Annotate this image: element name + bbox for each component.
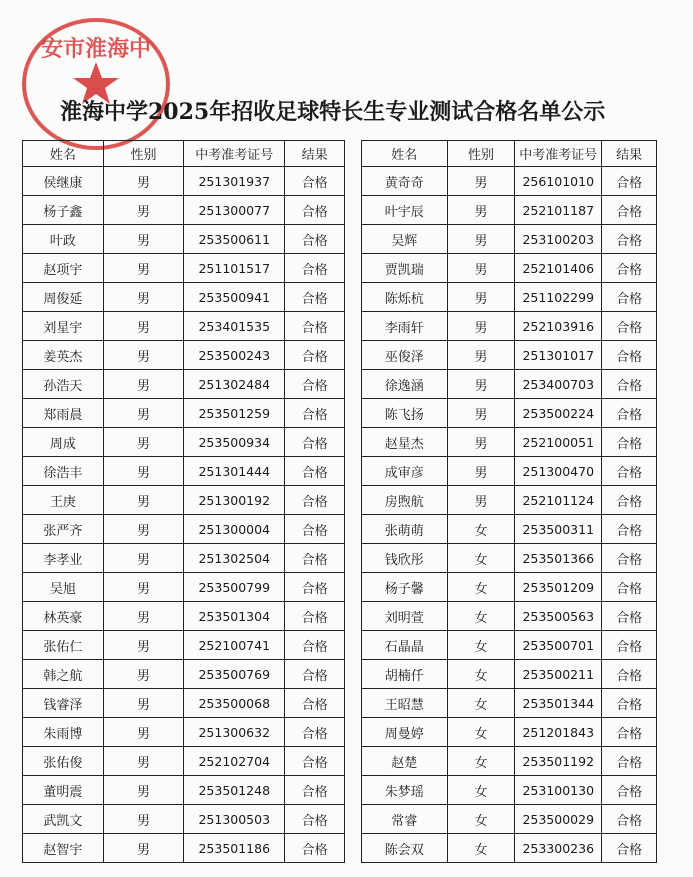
cell-name: 林英豪 [23, 602, 104, 631]
table-row [23, 457, 345, 486]
cell-gender: 男 [447, 312, 515, 341]
cell-id: 252101406 [515, 254, 602, 283]
cell-gender: 男 [447, 167, 515, 196]
cell-id: 251300077 [184, 196, 285, 225]
cell-id: 253500611 [184, 225, 285, 254]
cell-name: 胡楠仟 [362, 660, 448, 689]
cell-gender: 女 [447, 631, 515, 660]
roster-table-left [22, 140, 345, 863]
table-row [23, 399, 345, 428]
cell-id: 253501248 [184, 776, 285, 805]
cell-name: 常睿 [362, 805, 448, 834]
cell-id: 253501209 [515, 573, 602, 602]
table-row [362, 254, 657, 283]
cell-id: 252100051 [515, 428, 602, 457]
cell-gender: 男 [103, 689, 184, 718]
table-row [23, 283, 345, 312]
cell-id: 251300470 [515, 457, 602, 486]
cell-result: 合格 [602, 631, 657, 660]
cell-result: 合格 [285, 312, 345, 341]
cell-gender: 男 [447, 254, 515, 283]
cell-id: 253400703 [515, 370, 602, 399]
cell-result: 合格 [285, 602, 345, 631]
cell-result: 合格 [602, 312, 657, 341]
table-row [23, 428, 345, 457]
cell-gender: 男 [103, 399, 184, 428]
cell-result: 合格 [602, 428, 657, 457]
cell-name: 叶宇辰 [362, 196, 448, 225]
table-row [362, 660, 657, 689]
cell-result: 合格 [602, 196, 657, 225]
cell-name: 徐浩丰 [23, 457, 104, 486]
table-row [23, 515, 345, 544]
roster-table-right [361, 140, 657, 863]
cell-result: 合格 [602, 602, 657, 631]
cell-gender: 男 [103, 573, 184, 602]
cell-result: 合格 [285, 805, 345, 834]
cell-result: 合格 [285, 486, 345, 515]
col-header-name: 姓名 [23, 141, 104, 167]
cell-name: 杨子鑫 [23, 196, 104, 225]
cell-id: 253401535 [184, 312, 285, 341]
table-row [362, 689, 657, 718]
cell-result: 合格 [285, 834, 345, 863]
table-row [23, 486, 345, 515]
table-row [23, 689, 345, 718]
cell-name: 李孝业 [23, 544, 104, 573]
cell-name: 贾凯瑞 [362, 254, 448, 283]
cell-name: 王昭慧 [362, 689, 448, 718]
cell-id: 251300503 [184, 805, 285, 834]
cell-id: 253500068 [184, 689, 285, 718]
cell-gender: 男 [103, 805, 184, 834]
cell-gender: 女 [447, 689, 515, 718]
cell-result: 合格 [285, 457, 345, 486]
table-row [362, 544, 657, 573]
cell-id: 253501259 [184, 399, 285, 428]
cell-gender: 男 [447, 486, 515, 515]
header-row [23, 141, 345, 167]
cell-result: 合格 [602, 283, 657, 312]
cell-name: 王庚 [23, 486, 104, 515]
header-row [362, 141, 657, 167]
cell-result: 合格 [602, 370, 657, 399]
cell-gender: 女 [447, 805, 515, 834]
cell-result: 合格 [285, 776, 345, 805]
cell-gender: 女 [447, 544, 515, 573]
cell-name: 吴辉 [362, 225, 448, 254]
cell-gender: 男 [447, 370, 515, 399]
cell-name: 李雨轩 [362, 312, 448, 341]
cell-gender: 男 [103, 544, 184, 573]
cell-gender: 男 [103, 718, 184, 747]
cell-id: 253501186 [184, 834, 285, 863]
cell-name: 董明震 [23, 776, 104, 805]
cell-result: 合格 [602, 718, 657, 747]
table-row [362, 747, 657, 776]
table-row [362, 341, 657, 370]
table-row [362, 776, 657, 805]
table-row [23, 631, 345, 660]
cell-gender: 男 [103, 834, 184, 863]
cell-name: 姜英杰 [23, 341, 104, 370]
cell-result: 合格 [285, 544, 345, 573]
cell-gender: 男 [447, 341, 515, 370]
cell-result: 合格 [285, 341, 345, 370]
table-row [23, 544, 345, 573]
cell-gender: 女 [447, 573, 515, 602]
cell-name: 周俊延 [23, 283, 104, 312]
cell-result: 合格 [285, 196, 345, 225]
cell-result: 合格 [285, 573, 345, 602]
cell-result: 合格 [285, 225, 345, 254]
cell-name: 朱梦瑶 [362, 776, 448, 805]
cell-id: 253500799 [184, 573, 285, 602]
cell-gender: 男 [103, 457, 184, 486]
cell-result: 合格 [285, 515, 345, 544]
table-row [362, 718, 657, 747]
cell-name: 周成 [23, 428, 104, 457]
cell-name: 房煦航 [362, 486, 448, 515]
cell-id: 251201843 [515, 718, 602, 747]
cell-name: 钱欣彤 [362, 544, 448, 573]
cell-id: 251301937 [184, 167, 285, 196]
cell-id: 251101517 [184, 254, 285, 283]
cell-result: 合格 [285, 254, 345, 283]
cell-id: 253500934 [184, 428, 285, 457]
cell-result: 合格 [285, 428, 345, 457]
table-row [23, 776, 345, 805]
cell-id: 253500941 [184, 283, 285, 312]
col-header-result: 结果 [602, 141, 657, 167]
cell-result: 合格 [285, 660, 345, 689]
cell-id: 253500311 [515, 515, 602, 544]
cell-result: 合格 [285, 718, 345, 747]
cell-name: 黄奇奇 [362, 167, 448, 196]
cell-result: 合格 [285, 283, 345, 312]
col-header-result: 结果 [285, 141, 345, 167]
cell-gender: 男 [103, 196, 184, 225]
table-row [362, 283, 657, 312]
cell-gender: 男 [103, 515, 184, 544]
table-row [362, 312, 657, 341]
table-row [23, 312, 345, 341]
cell-gender: 男 [447, 283, 515, 312]
svg-text:安市淮海中: 安市淮海中 [40, 36, 152, 62]
cell-result: 合格 [285, 631, 345, 660]
cell-id: 251102299 [515, 283, 602, 312]
table-row [23, 196, 345, 225]
cell-name: 周曼婷 [362, 718, 448, 747]
table-row [362, 805, 657, 834]
cell-gender: 男 [103, 254, 184, 283]
cell-name: 张佑俊 [23, 747, 104, 776]
cell-id: 252103916 [515, 312, 602, 341]
cell-id: 253500769 [184, 660, 285, 689]
cell-name: 徐逸涵 [362, 370, 448, 399]
cell-name: 陈会双 [362, 834, 448, 863]
cell-result: 合格 [602, 805, 657, 834]
table-row [362, 486, 657, 515]
cell-gender: 男 [103, 312, 184, 341]
cell-name: 杨子馨 [362, 573, 448, 602]
table-row [23, 254, 345, 283]
cell-name: 陈飞扬 [362, 399, 448, 428]
cell-name: 孙浩天 [23, 370, 104, 399]
cell-gender: 男 [103, 631, 184, 660]
cell-gender: 男 [447, 428, 515, 457]
table-row [23, 718, 345, 747]
table-row [23, 660, 345, 689]
table-row [23, 225, 345, 254]
cell-result: 合格 [285, 399, 345, 428]
cell-gender: 女 [447, 718, 515, 747]
cell-result: 合格 [602, 544, 657, 573]
cell-id: 252102704 [184, 747, 285, 776]
table-row [362, 196, 657, 225]
table-row [23, 341, 345, 370]
cell-name: 郑雨晨 [23, 399, 104, 428]
cell-gender: 男 [103, 341, 184, 370]
cell-result: 合格 [602, 486, 657, 515]
cell-gender: 女 [447, 747, 515, 776]
cell-gender: 男 [447, 196, 515, 225]
cell-id: 253500563 [515, 602, 602, 631]
table-row [23, 747, 345, 776]
cell-result: 合格 [602, 341, 657, 370]
cell-gender: 男 [103, 747, 184, 776]
cell-gender: 男 [447, 399, 515, 428]
page-title: 淮海中学2025年招收足球特长生专业测试合格名单公示 [60, 99, 606, 125]
table-row [362, 515, 657, 544]
cell-name: 赵星杰 [362, 428, 448, 457]
cell-id: 253501366 [515, 544, 602, 573]
table-row [23, 602, 345, 631]
cell-gender: 女 [447, 660, 515, 689]
col-header-id: 中考准考证号 [184, 141, 285, 167]
cell-gender: 男 [103, 660, 184, 689]
cell-name: 赵智宇 [23, 834, 104, 863]
cell-id: 253501192 [515, 747, 602, 776]
cell-result: 合格 [602, 399, 657, 428]
cell-result: 合格 [602, 515, 657, 544]
table-row [23, 573, 345, 602]
cell-id: 251302484 [184, 370, 285, 399]
cell-id: 253100130 [515, 776, 602, 805]
cell-name: 巫俊泽 [362, 341, 448, 370]
col-header-gender: 性别 [103, 141, 184, 167]
cell-name: 赵楚 [362, 747, 448, 776]
cell-gender: 女 [447, 602, 515, 631]
cell-result: 合格 [602, 689, 657, 718]
cell-id: 253500029 [515, 805, 602, 834]
cell-result: 合格 [602, 457, 657, 486]
table-row [362, 225, 657, 254]
cell-gender: 男 [103, 486, 184, 515]
cell-gender: 男 [447, 457, 515, 486]
cell-name: 赵项宇 [23, 254, 104, 283]
table-row [23, 805, 345, 834]
cell-name: 成审彦 [362, 457, 448, 486]
cell-name: 刘明萱 [362, 602, 448, 631]
cell-name: 吴旭 [23, 573, 104, 602]
cell-name: 朱雨博 [23, 718, 104, 747]
cell-result: 合格 [602, 167, 657, 196]
cell-id: 256101010 [515, 167, 602, 196]
table-row [23, 167, 345, 196]
cell-result: 合格 [602, 747, 657, 776]
cell-result: 合格 [602, 660, 657, 689]
cell-id: 252101124 [515, 486, 602, 515]
table-row [362, 631, 657, 660]
cell-id: 251301017 [515, 341, 602, 370]
cell-id: 253500243 [184, 341, 285, 370]
cell-gender: 男 [103, 283, 184, 312]
cell-name: 张萌萌 [362, 515, 448, 544]
cell-name: 武凯文 [23, 805, 104, 834]
cell-name: 钱睿泽 [23, 689, 104, 718]
cell-gender: 男 [447, 225, 515, 254]
cell-gender: 女 [447, 776, 515, 805]
cell-gender: 男 [103, 370, 184, 399]
cell-result: 合格 [602, 834, 657, 863]
cell-id: 251300632 [184, 718, 285, 747]
cell-id: 253500211 [515, 660, 602, 689]
cell-gender: 男 [103, 776, 184, 805]
cell-id: 253500701 [515, 631, 602, 660]
table-row [362, 834, 657, 863]
cell-id: 252101187 [515, 196, 602, 225]
cell-result: 合格 [285, 167, 345, 196]
table-row [362, 370, 657, 399]
cell-result: 合格 [602, 225, 657, 254]
cell-gender: 男 [103, 602, 184, 631]
cell-gender: 男 [103, 167, 184, 196]
cell-name: 张佑仁 [23, 631, 104, 660]
cell-result: 合格 [602, 254, 657, 283]
cell-name: 石晶晶 [362, 631, 448, 660]
cell-result: 合格 [602, 776, 657, 805]
cell-id: 251301444 [184, 457, 285, 486]
table-row [362, 457, 657, 486]
table-row [23, 834, 345, 863]
cell-gender: 女 [447, 834, 515, 863]
cell-result: 合格 [285, 370, 345, 399]
col-header-name: 姓名 [362, 141, 448, 167]
cell-id: 253501344 [515, 689, 602, 718]
cell-result: 合格 [285, 689, 345, 718]
cell-name: 刘星宇 [23, 312, 104, 341]
table-row [362, 399, 657, 428]
cell-name: 张严齐 [23, 515, 104, 544]
cell-name: 韩之航 [23, 660, 104, 689]
cell-id: 251300192 [184, 486, 285, 515]
cell-name: 陈烁杭 [362, 283, 448, 312]
cell-id: 253300236 [515, 834, 602, 863]
table-row [362, 573, 657, 602]
table-row [362, 167, 657, 196]
cell-id: 253501304 [184, 602, 285, 631]
cell-gender: 男 [103, 428, 184, 457]
cell-id: 251300004 [184, 515, 285, 544]
table-row [362, 602, 657, 631]
table-row [362, 428, 657, 457]
cell-gender: 男 [103, 225, 184, 254]
cell-result: 合格 [285, 747, 345, 776]
cell-id: 251302504 [184, 544, 285, 573]
cell-name: 侯继康 [23, 167, 104, 196]
cell-id: 253100203 [515, 225, 602, 254]
col-header-id: 中考准考证号 [515, 141, 602, 167]
cell-name: 叶政 [23, 225, 104, 254]
col-header-gender: 性别 [447, 141, 515, 167]
cell-result: 合格 [602, 573, 657, 602]
cell-gender: 女 [447, 515, 515, 544]
cell-id: 253500224 [515, 399, 602, 428]
cell-id: 252100741 [184, 631, 285, 660]
table-row [23, 370, 345, 399]
